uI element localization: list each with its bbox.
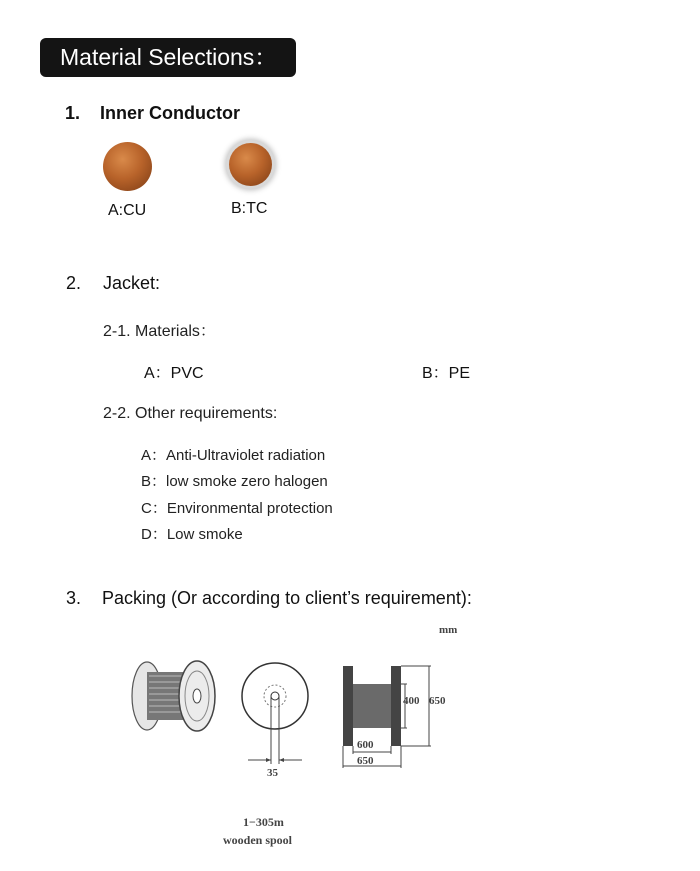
- requirement-item: A：Anti-Ultraviolet radiation: [141, 447, 326, 464]
- inner-width-label: 600: [357, 739, 374, 751]
- section-1-title: Inner Conductor: [100, 103, 240, 123]
- page-title: Material Selections：: [40, 38, 296, 77]
- section-2-title: Jacket:: [103, 273, 161, 293]
- spool-side-view-icon: [333, 660, 435, 770]
- flange-diameter-label: 650: [429, 695, 446, 707]
- spool-front-view-icon: [238, 660, 313, 778]
- section-3-title: Packing (Or according to client’s requirement):: [102, 588, 472, 608]
- spool-length-caption: 1−305m: [243, 815, 284, 829]
- section-2-number: 2.: [66, 273, 82, 293]
- bore-dimension-label: 35: [267, 767, 278, 779]
- core-diameter-label: 400: [403, 695, 420, 707]
- material-option-pvc: A：PVC: [144, 365, 204, 382]
- requirement-item: B：low smoke zero halogen: [141, 473, 328, 490]
- material-option-pe: B：PE: [422, 365, 471, 382]
- conductor-option-tc: B:TC: [231, 200, 268, 217]
- unit-label: mm: [439, 624, 458, 636]
- copper-conductor-icon: [103, 142, 152, 191]
- conductor-option-cu: A:CU: [108, 202, 147, 219]
- section-3-number: 3.: [66, 588, 82, 608]
- section-1-number: 1.: [65, 103, 81, 123]
- requirement-item: C：Environmental protection: [141, 500, 333, 517]
- requirement-item: D：Low smoke: [141, 526, 243, 543]
- outer-width-label: 650: [357, 755, 374, 767]
- materials-heading: 2-1. Materials：: [103, 323, 216, 340]
- other-requirements-heading: 2-2. Other requirements:: [103, 405, 278, 422]
- tinned-copper-conductor-icon: [229, 143, 272, 186]
- spool-perspective-icon: [125, 658, 220, 738]
- spool-type-caption: wooden spool: [223, 833, 293, 847]
